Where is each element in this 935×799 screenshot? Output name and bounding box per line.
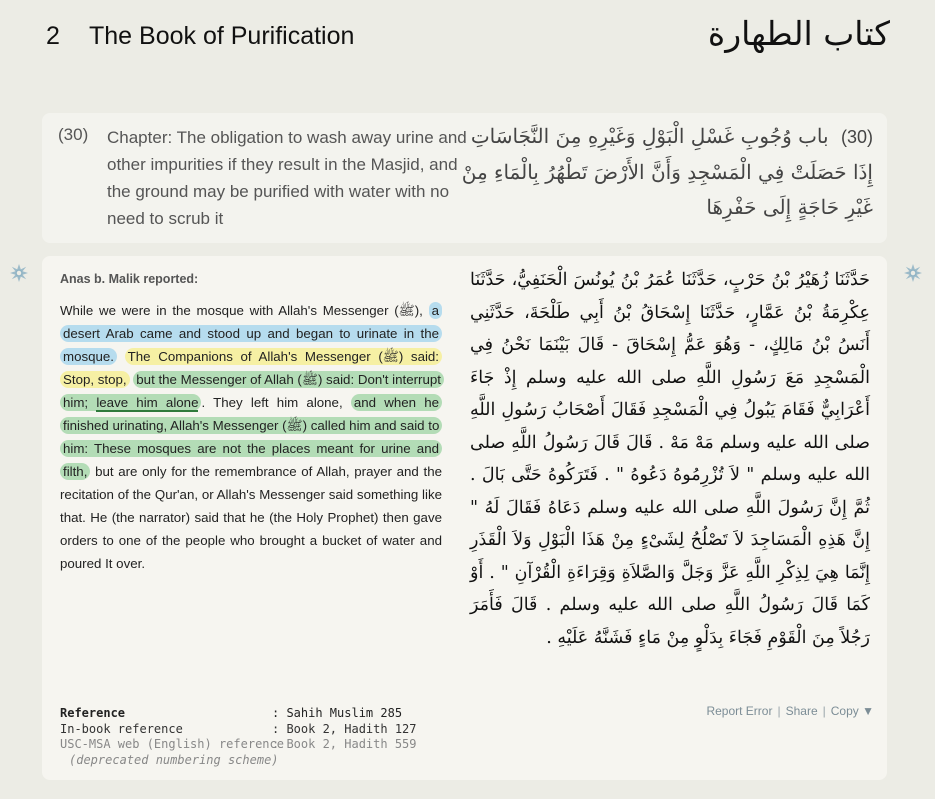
text-segment: but the Messenger of Allah (ﷺ) said: Don't interrupt him; [63, 372, 441, 410]
share-link[interactable]: Share [785, 704, 818, 718]
text-segment: but are only for the remembrance of Allah, prayer and the recitation of the Qur'an, or Allah's Messenger said something like that. He (the narrator) said that he (the Holy Prophet) then gave orders to one of the people who brought a bucket of water and poured It over. [60, 464, 442, 571]
reference-row [60, 737, 417, 753]
report-error-link[interactable]: Report Error [706, 704, 773, 718]
text-segment: While we were in the mosque with Allah's Messenger (ﷺ), [60, 303, 429, 318]
reference-row [60, 706, 403, 722]
book-title-arabic: كتاب الطهارة [707, 14, 890, 53]
chapter-title: Chapter: The obligation to wash away urine and other impurities if they result in the Masjid, and the ground may be purified with water with no need to scrub it [107, 128, 467, 228]
references [60, 706, 417, 768]
chapter-title-arabic [453, 119, 873, 225]
star-ornament-icon [10, 264, 28, 282]
reference-value: : Book 2, Hadith 127 [272, 721, 417, 736]
highlight-yellow[interactable]: The Companions of Allah's Messenger (ﷺ) said: Stop, stop, [60, 348, 442, 388]
reference-value: : Sahih Muslim 285 [272, 706, 403, 720]
star-ornament-icon [904, 264, 922, 282]
book-number: 2 [46, 22, 60, 50]
chapter-box [42, 113, 887, 243]
hadith-box [42, 256, 887, 780]
book-title: The Book of Purification [89, 22, 355, 50]
chapter-title-arabic-text: باب وُجُوبِ غَسْلِ الْبَوْلِ وَغَيْرِهِ مِنَ النَّجَاسَاتِ إِذَا حَصَلَتْ فِي الْمَسْجِدِ وَأَنَّ الأَرْضَ تَطْهُرُ بِالْمَاءِ مِنْ غَيْرِ حَاجَةٍ إِلَى حَفْرِهَا [461, 124, 873, 219]
text-segment: . They left him alone, [201, 395, 351, 410]
chapter-number: (30) [58, 125, 89, 144]
reference-label: Reference [60, 706, 126, 720]
narrator: Anas b. Malik reported: [60, 272, 199, 286]
highlight-green[interactable]: and when he finished urinating, Allah's Messenger (ﷺ) called him and said to him: These mosques are not the places meant for urine and filth, [60, 394, 442, 480]
book-header [0, 0, 935, 80]
chapter-number-arabic: (30) [840, 127, 873, 147]
english-text [60, 299, 442, 575]
highlight-blue[interactable]: a desert Arab came and stood up and began to urinate in the mosque. [60, 302, 442, 365]
arabic-text: حَدَّثَنَا زُهَيْرُ بْنُ حَرْبٍ، حَدَّثَنَا عُمَرُ بْنُ يُونُسَ الْحَنَفِيُّ، حَدَّثَنَا عِكْرِمَةُ بْنُ عَمَّارٍ، حَدَّثَنَا إِسْحَاقُ بْنُ أَبِي طَلْحَةَ، حَدَّثَنِي أَنَسُ بْنُ مَالِكٍ، - وَهُوَ عَمُّ إِسْحَاقَ - قَالَ بَيْنَمَا نَحْنُ فِي الْمَسْجِدِ مَعَ رَسُولِ اللَّهِ صلى الله عليه وسلم إِذْ جَاءَ أَعْرَابِيٌّ فَقَامَ يَبُولُ فِي الْمَسْجِدِ فَقَالَ أَصْحَابُ رَسُولِ اللَّهِ صلى الله عليه وسلم مَهْ مَهْ ‏.‏ قَالَ قَالَ رَسُولُ اللَّهِ صلى الله عليه وسلم ‏"‏ لاَ تُزْرِمُوهُ دَعُوهُ ‏"‏ ‏.‏ فَتَرَكُوهُ حَتَّى بَالَ ‏.‏ ثُمَّ إِنَّ رَسُولَ اللَّهِ صلى الله عليه وسلم دَعَاهُ فَقَالَ لَهُ ‏"‏ إِنَّ هَذِهِ الْمَسَاجِدَ لاَ تَصْلُحُ لِشَىْءٍ مِنْ هَذَا الْبَوْلِ وَلاَ الْقَذَرِ إِنَّمَا هِيَ لِذِكْرِ اللَّهِ عَزَّ وَجَلَّ وَالصَّلاَةِ وَقِرَاءَةِ الْقُرْآنِ ‏"‏ ‏.‏ أَوْ كَمَا قَالَ رَسُولُ اللَّهِ صلى الله عليه وسلم ‏.‏ قَالَ فَأَمَرَ رَجُلاً مِنَ الْقَوْمِ فَجَاءَ بِدَلْوٍ مِنْ مَاءٍ فَشَنَّهُ عَلَيْهِ ‏.‏ [470, 270, 870, 648]
separator: | [822, 704, 826, 718]
actions-bar [706, 704, 874, 718]
reference-label: In-book reference [60, 721, 183, 736]
copy-dropdown[interactable]: Copy ▼ [830, 704, 874, 718]
separator: | [777, 704, 781, 718]
reference-label: USC-MSA web (English) reference [60, 737, 284, 751]
underlined-phrase: leave him alone [96, 395, 199, 410]
deprecated-note: (deprecated numbering scheme) [69, 752, 279, 767]
reference-row [60, 721, 417, 738]
reference-value: : Book 2, Hadith 559 [272, 737, 417, 751]
